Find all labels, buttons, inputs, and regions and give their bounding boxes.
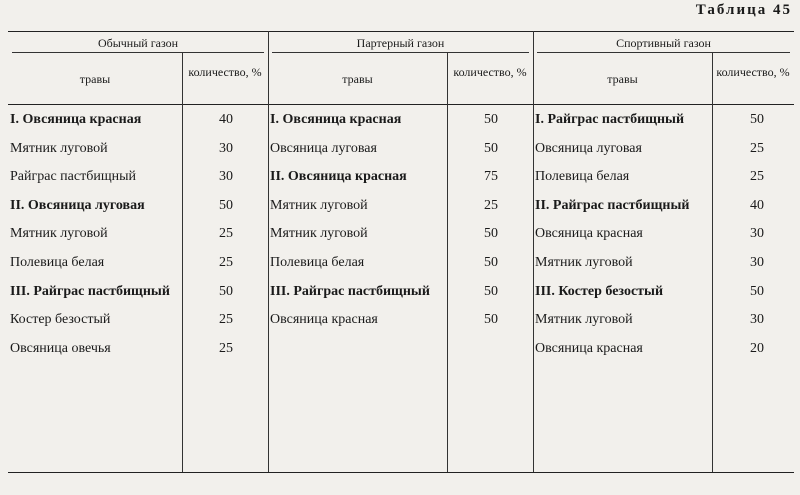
grass-percent: 50 [219, 197, 233, 213]
group-title-rule [272, 52, 529, 53]
grass-percent: 30 [219, 140, 233, 156]
grass-name: Райграс пастбищный [10, 169, 136, 185]
grass-name: III. Райграс пастбищный [270, 283, 430, 299]
grass-percent: 30 [750, 226, 764, 242]
group-title: Спортивный газон [616, 36, 711, 50]
grass-name: Овсяница красная [535, 226, 643, 242]
bottom-rule [8, 472, 794, 473]
grass-name: Овсяница луговая [535, 140, 642, 156]
grass-percent: 25 [750, 169, 764, 185]
grass-percent: 50 [750, 283, 764, 299]
grass-name: Овсяница луговая [270, 140, 377, 156]
header-grass: травы [342, 72, 373, 86]
grass-percent: 50 [219, 283, 233, 299]
grass-percent: 30 [750, 312, 764, 328]
grass-percent: 25 [219, 312, 233, 328]
grass-percent: 20 [750, 340, 764, 356]
grass-name: I. Овсяница красная [10, 112, 142, 127]
grass-name: II. Овсяница красная [270, 169, 407, 185]
grass-name: Костер безостый [10, 312, 111, 328]
grass-name: Мятник луговой [270, 226, 368, 242]
header-grass: травы [607, 72, 638, 86]
grass-percent: 40 [219, 112, 233, 127]
grass-percent: 50 [484, 112, 498, 127]
group-title-rule [537, 52, 790, 53]
grass-name: I. Райграс пастбищный [535, 112, 685, 127]
grass-percent: 30 [750, 255, 764, 270]
grass-name: Полевица белая [270, 255, 365, 270]
grass-percent: 25 [484, 197, 498, 213]
grass-name: Полевица белая [10, 255, 105, 270]
grass-percent: 75 [484, 169, 498, 185]
qty-column-divider [182, 52, 183, 472]
grass-percent: 40 [750, 197, 764, 213]
group-title-rule [12, 52, 264, 53]
header-bottom-rule [8, 104, 794, 105]
grass-percent: 25 [219, 226, 233, 242]
table-caption: Таблица 45 [695, 2, 792, 18]
grass-name: I. Овсяница красная [270, 112, 402, 127]
grass-name: II. Райграс пастбищный [535, 197, 690, 213]
grass-name: II. Овсяница луговая [10, 197, 145, 213]
grass-name: Мятник луговой [10, 226, 108, 242]
grass-percent: 50 [750, 112, 764, 127]
grass-name: III. Райграс пастбищный [10, 283, 170, 299]
grass-percent: 50 [484, 255, 498, 270]
header-quantity: количество, % [716, 65, 790, 79]
group-title: Партерный газон [356, 36, 445, 50]
group-title: Обычный газон [97, 36, 179, 50]
qty-column-divider [447, 52, 448, 472]
header-quantity: количество, % [453, 65, 527, 79]
grass-percent: 50 [484, 140, 498, 156]
column-divider [533, 31, 534, 472]
top-rule [8, 31, 794, 32]
grass-percent: 50 [484, 312, 498, 328]
grass-percent: 25 [750, 140, 764, 156]
grass-name: Полевица белая [535, 169, 630, 185]
grass-percent: 50 [484, 283, 498, 299]
grass-name: Мятник луговой [10, 140, 108, 156]
grass-percent: 50 [484, 226, 498, 242]
grass-percent: 25 [219, 340, 233, 356]
grass-name: Овсяница красная [535, 340, 643, 356]
grass-name: Овсяница овечья [10, 340, 111, 356]
grass-name: Мятник луговой [535, 312, 633, 328]
grass-name: Мятник луговой [535, 255, 633, 270]
header-quantity: количество, % [188, 65, 262, 79]
grass-name: Овсяница красная [270, 312, 378, 328]
grass-name: III. Костер безостый [535, 283, 664, 299]
grass-percent: 30 [219, 169, 233, 185]
qty-column-divider [712, 52, 713, 472]
header-grass: травы [79, 72, 111, 86]
grass-name: Мятник луговой [270, 197, 368, 213]
column-divider [268, 31, 269, 472]
grass-percent: 25 [219, 255, 233, 270]
